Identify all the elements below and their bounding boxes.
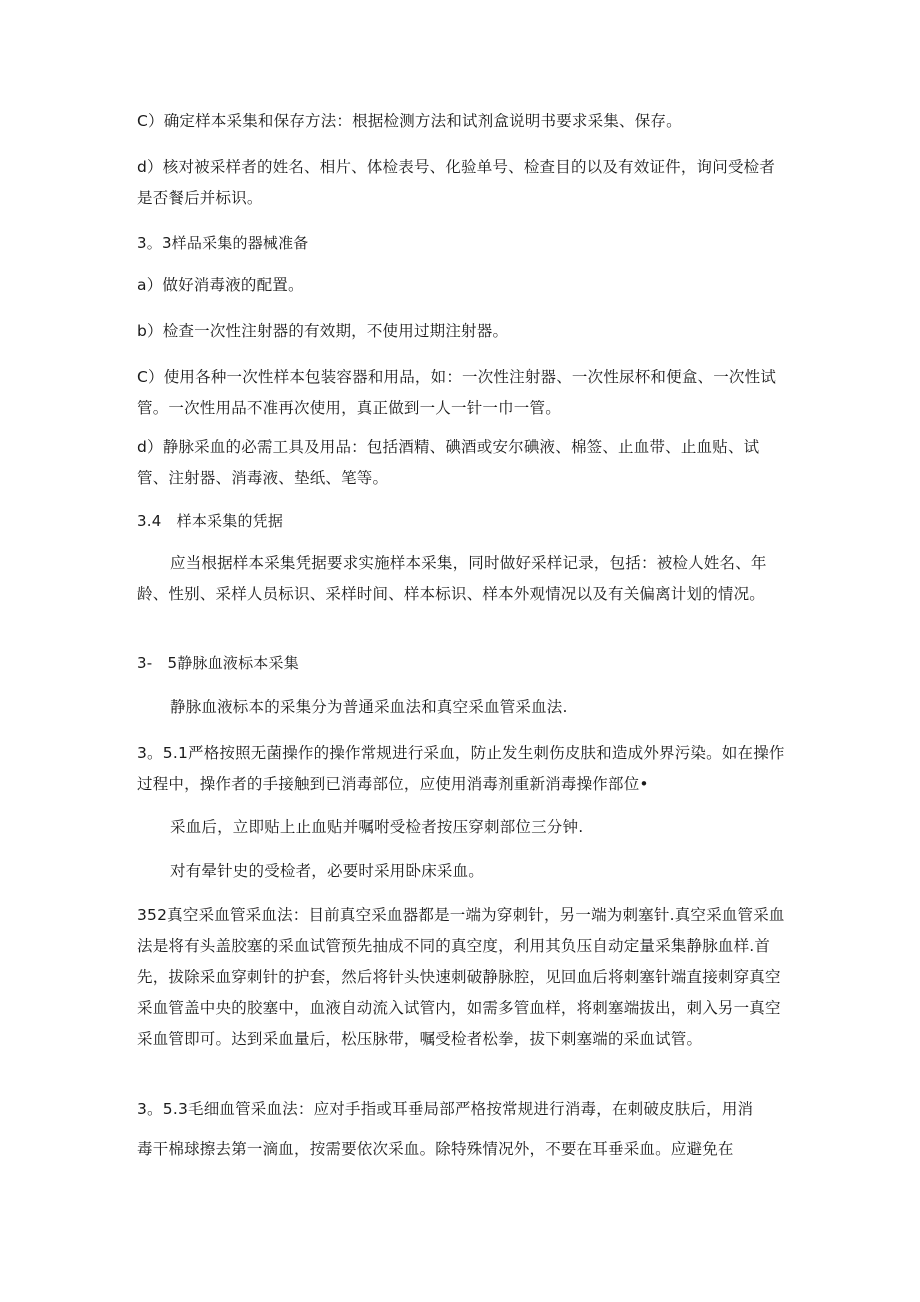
- paragraph-disposable-items: C）使用各种一次性样本包装容器和用品，如：一次性注射器、一次性尿杯和便盒、一次性试管。一次性用品不准再次使用，真正做到一人一针一巾一管。: [137, 368, 777, 417]
- section-heading-3-4: 3.4 样本采集的凭据: [137, 512, 284, 530]
- paragraph-disinfectant: a）做好消毒液的配置。: [137, 276, 304, 294]
- paragraph-venous-tools: d）静脉采血的必需工具及用品：包括酒精、碘酒或安尔碘液、棉签、止血带、止血贴、试管、注射器、消毒液、垫纸、笔等。: [137, 438, 760, 487]
- paragraph-3-5-3-capillary: 3。5.3毛细血管采血法：应对手指或耳垂局部严格按常规进行消毒，在刺破皮肤后，用消: [137, 1100, 754, 1118]
- paragraph-3-5-2-vacuum: 352真空采血管采血法：目前真空采血器都是一端为穿刺针，另一端为刺塞针.真空采血管采血法是将有头盖胶塞的采血试管预先抽成不同的真空度，利用其负压自动定量采集静脉血样.首先，拔除采血穿刺针的护套，然后将针头快速刺破静脉腔，见回血后将刺塞针端直接刺穿真空采血管盖中央的胶塞中，血液自动流入试管内，如需多管血样，将刺塞端拔出，刺入另一真空采血管即可。达到采血量后，松压脉带，嘱受检者松拳，拔下刺塞端的采血试管。: [137, 906, 785, 1048]
- paragraph-venous-methods: 静脉血液标本的采集分为普通采血法和真空采血管采血法.: [170, 698, 568, 716]
- paragraph-3-5-1-aseptic: 3。5.1严格按照无菌操作的操作常规进行采血，防止发生刺伤皮肤和造成外界污染。如在操作过程中，操作者的手接触到已消毒部位，应使用消毒剂重新消毒操作部位•: [137, 744, 785, 793]
- paragraph-after-sampling: 采血后，立即贴上止血贴并嘱咐受检者按压穿刺部位三分钟.: [170, 818, 584, 836]
- paragraph-syringe-check: b）检查一次性注射器的有效期，不使用过期注射器。: [137, 322, 509, 340]
- paragraph-fainting-history: 对有晕针史的受检者，必要时采用卧床采血。: [170, 862, 485, 880]
- paragraph-verify-identity: d）核对被采样者的姓名、相片、体检表号、化验单号、检查目的以及有效证件，询问受检者是否餐后并标识。: [137, 158, 776, 207]
- paragraph-sample-storage-method: C）确定样本采集和保存方法：根据检测方法和试剂盒说明书要求采集、保存。: [137, 112, 682, 130]
- paragraph-sampling-basis: 应当根据样本采集凭据要求实施样本采集，同时做好采样记录，包括：被检人姓名、年龄、性别、采样人员标识、采样时间、样本标识、样本外观情况以及有关偏离计划的情况。: [137, 554, 767, 603]
- section-heading-3-5: 3- 5静脉血液标本采集: [137, 654, 299, 672]
- section-heading-3-3: 3。3样品采集的器械准备: [137, 234, 309, 252]
- paragraph-capillary-continued: 毒干棉球擦去第一滴血，按需要依次采血。除特殊情况外，不要在耳垂采血。应避免在: [137, 1140, 734, 1158]
